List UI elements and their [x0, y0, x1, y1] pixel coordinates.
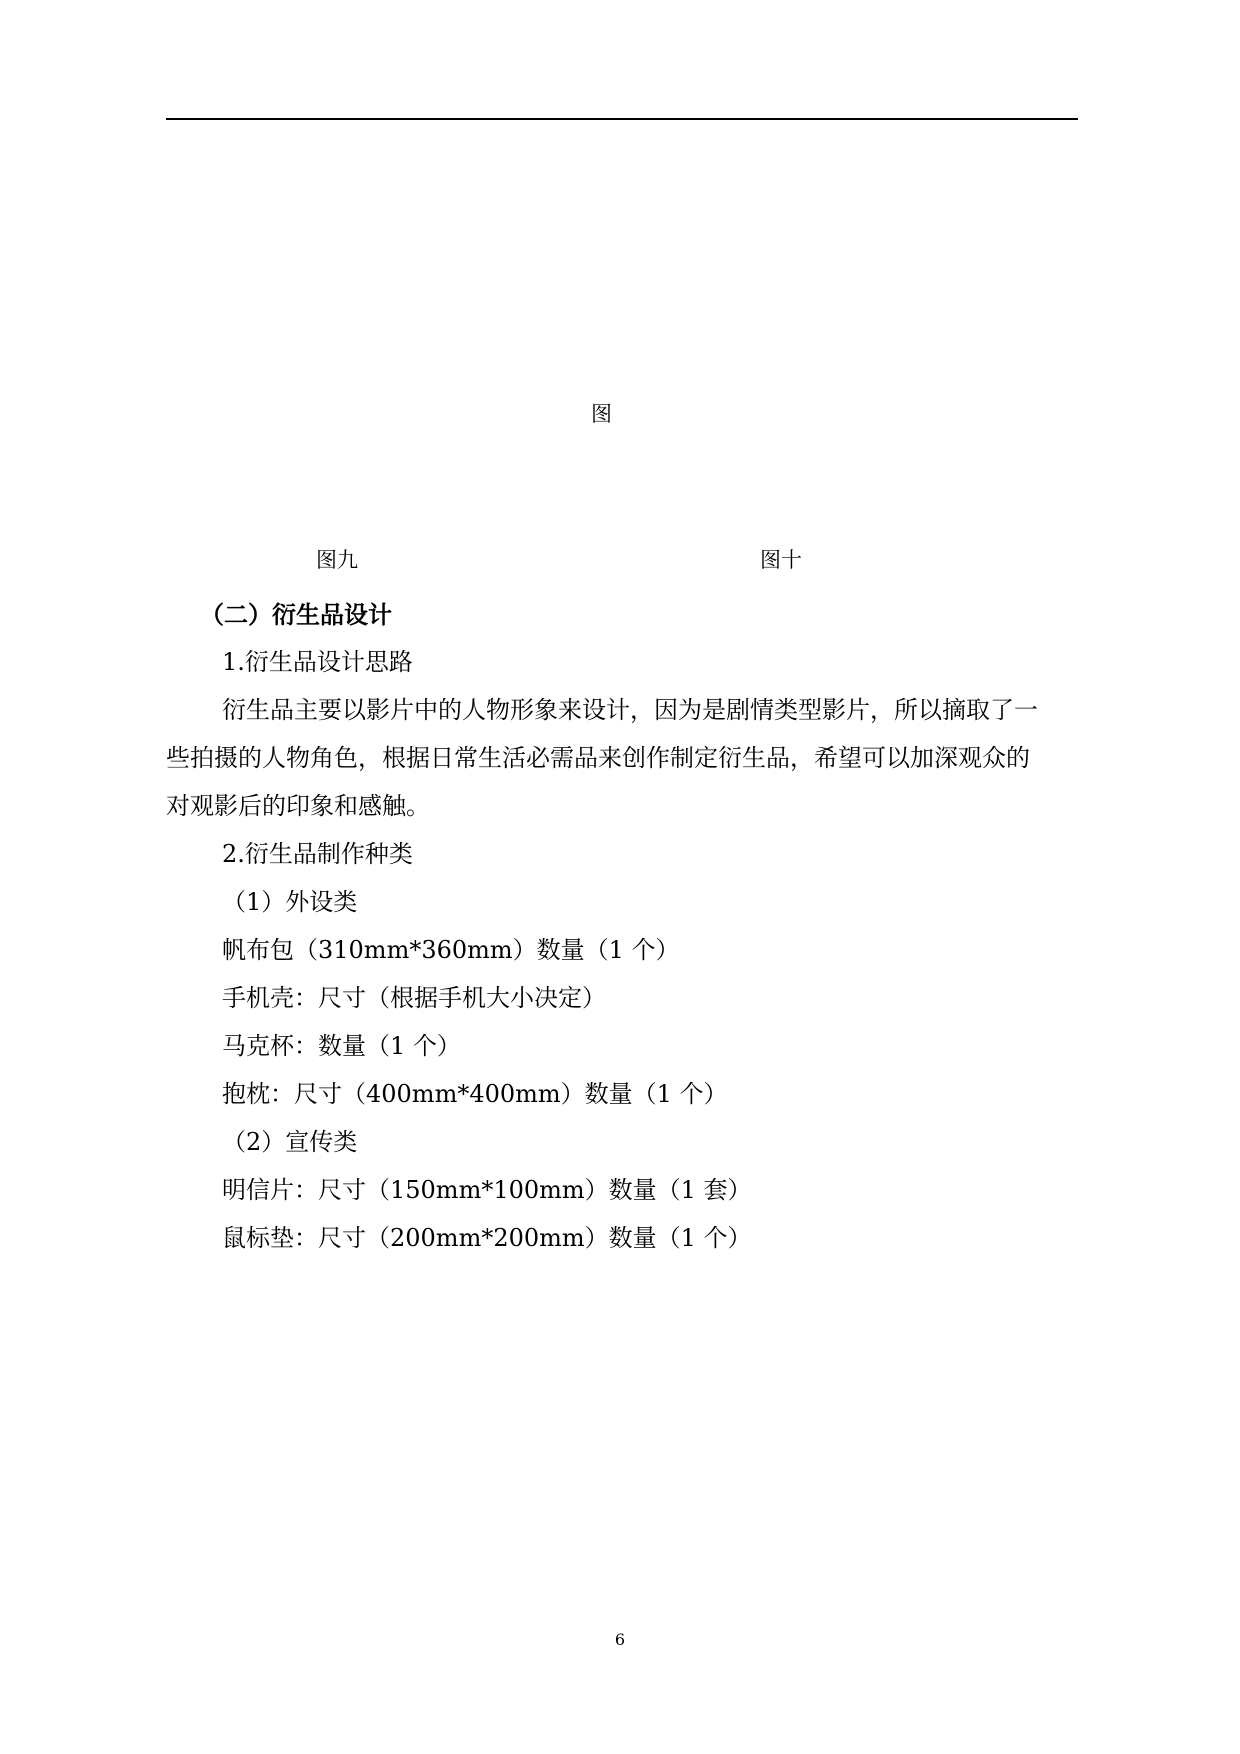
section-heading: （二）衍生品设计: [200, 601, 392, 629]
list-item: 马克杯：数量（1 个）: [222, 1032, 461, 1060]
paragraph-line: 衍生品主要以影片中的人物形象来设计，因为是剧情类型影片，所以摘取了一: [222, 696, 1038, 724]
page-number: 6: [614, 1630, 626, 1649]
list-item: 抱枕：尺寸（400mm*400mm）数量（1 个）: [222, 1080, 728, 1108]
paragraph-line: 些拍摄的人物角色，根据日常生活必需品来创作制定衍生品，希望可以加深观众的: [166, 744, 1030, 772]
category-title-peripherals: （1）外设类: [222, 888, 358, 916]
subheading-product-types: 2.衍生品制作种类: [222, 840, 413, 868]
figure-caption-ten: 图十: [760, 548, 802, 572]
category-title-promotional: （2）宣传类: [222, 1128, 358, 1156]
list-item: 明信片：尺寸（150mm*100mm）数量（1 套）: [222, 1176, 752, 1204]
list-item: 帆布包（310mm*360mm）数量（1 个）: [222, 936, 680, 964]
figure-placeholder-label: 图: [591, 402, 612, 426]
header-rule: [166, 118, 1078, 120]
list-item: 手机壳：尺寸（根据手机大小决定）: [222, 984, 606, 1012]
figure-caption-nine: 图九: [316, 548, 358, 572]
list-item: 鼠标垫：尺寸（200mm*200mm）数量（1 个）: [222, 1224, 752, 1252]
paragraph-line: 对观影后的印象和感触。: [166, 792, 430, 820]
subheading-design-idea: 1.衍生品设计思路: [222, 648, 413, 676]
